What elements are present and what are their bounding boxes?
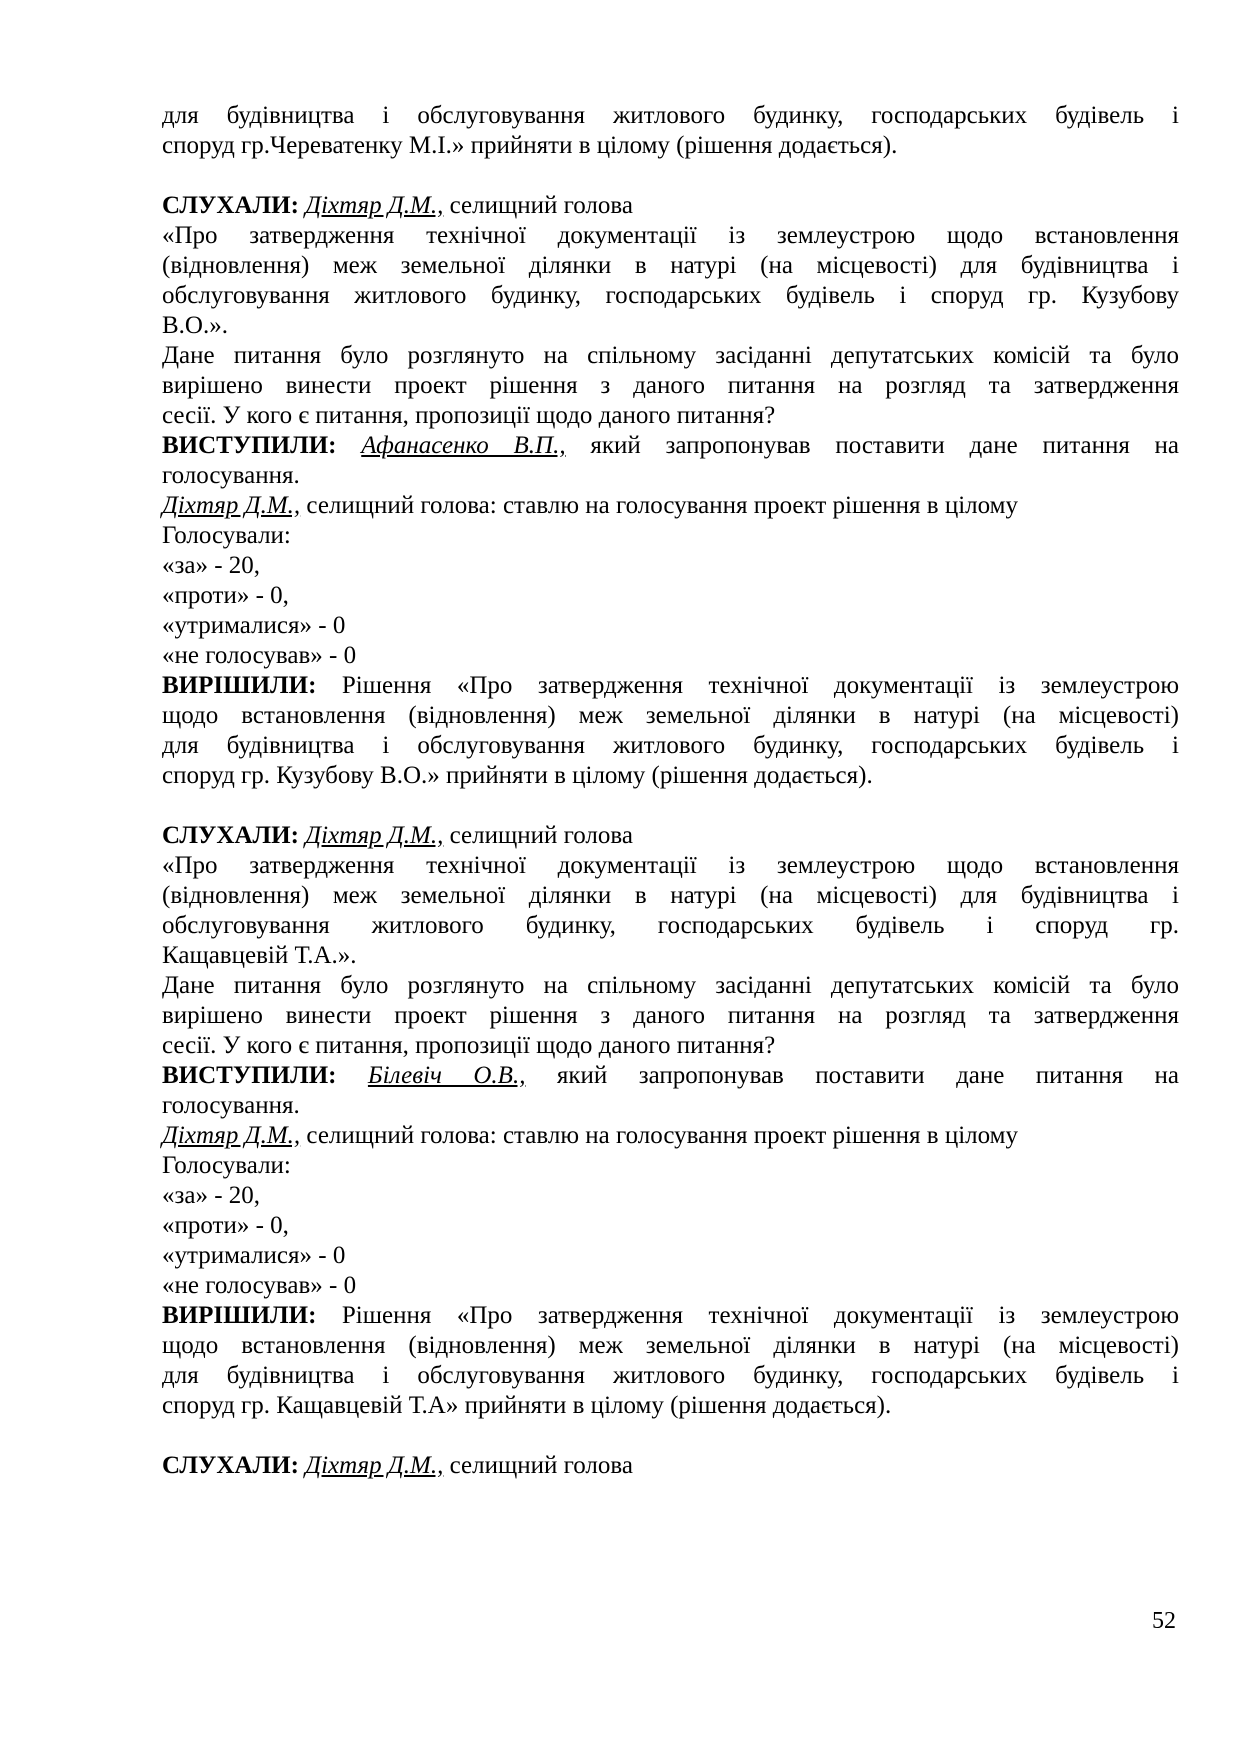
document-body <box>162 101 1179 1481</box>
vote-for: «за» - 20, <box>162 552 261 579</box>
speaker-name: Діхтяр Д.М., <box>305 192 444 219</box>
spoke-text: який запропонував поставити дане питання на <box>590 432 1180 459</box>
question-line: «Про затвердження технічної документації із землеустрою щодо встановлення <box>162 222 1179 249</box>
vote-abstain: «утрималися» - 0 <box>162 612 346 639</box>
decision-line: споруд гр. Кащавцевій Т.А» прийняти в цілому (рішення додається). <box>162 1392 892 1419</box>
question-line: обслуговування житлового будинку, господарських будівель і споруд гр. Кузубову <box>162 282 1179 309</box>
question-line: (відновлення) меж земельної ділянки в натурі (на місцевості) для будівництва і <box>162 882 1179 909</box>
vote-against: «проти» - 0, <box>162 582 289 609</box>
heard-line <box>162 191 1179 221</box>
agenda-item-kuzubov <box>162 191 1179 791</box>
vote-against: «проти» - 0, <box>162 1212 289 1239</box>
head-put-line <box>162 491 1179 521</box>
decision-line <box>162 1301 1179 1331</box>
speaker-name: Діхтяр Д.М., <box>162 492 301 519</box>
decision-line: для будівництва і обслуговування житлового будинку, господарських будівель і <box>162 732 1179 759</box>
page-number: 52 <box>1152 1608 1176 1634</box>
review-line: вирішено винести проект рішення з даного питання на розгляд та затвердження <box>162 372 1179 399</box>
spoke-line: голосування. <box>162 1092 300 1119</box>
decided-label: ВИРІШИЛИ: <box>162 1302 317 1329</box>
speaker-name: Діхтяр Д.М., <box>162 1122 301 1149</box>
decision-text: Рішення «Про затвердження технічної документації із землеустрою <box>341 672 1179 699</box>
decision-text: Рішення «Про затвердження технічної документації із землеустрою <box>341 1302 1179 1329</box>
review-line: сесії. У кого є питання, пропозиції щодо даного питання? <box>162 1032 776 1059</box>
spoke-line: голосування. <box>162 462 300 489</box>
head-put-text: селищний голова: ставлю на голосування проект рішення в цілому <box>306 1122 1018 1149</box>
spoke-line <box>162 431 1179 461</box>
decision-line <box>162 671 1179 701</box>
agenda-item-kashchavtseva <box>162 821 1179 1421</box>
vote-none: «не голосував» - 0 <box>162 642 357 669</box>
heard-label: СЛУХАЛИ: <box>162 192 299 219</box>
spoke-label: ВИСТУПИЛИ: <box>162 432 337 459</box>
head-put-text: селищний голова: ставлю на голосування проект рішення в цілому <box>306 492 1018 519</box>
question-line: обслуговування житлового будинку, господарських будівель і споруд гр. <box>162 912 1179 939</box>
agenda-item-next <box>162 1451 1179 1481</box>
text-line: для будівництва і обслуговування житлового будинку, господарських будівель і <box>162 102 1179 129</box>
voted-label: Голосували: <box>162 1152 291 1179</box>
heard-label: СЛУХАЛИ: <box>162 822 299 849</box>
heard-line <box>162 821 1179 851</box>
speaker-name: Діхтяр Д.М., <box>305 822 444 849</box>
decision-line: для будівництва і обслуговування житлового будинку, господарських будівель і <box>162 1362 1179 1389</box>
speaker-role: селищний голова <box>449 822 633 849</box>
decision-line: щодо встановлення (відновлення) меж земельної ділянки в натурі (на місцевості) <box>162 702 1179 729</box>
question-line: В.О.». <box>162 312 228 339</box>
spoke-text: який запропонував поставити дане питання на <box>556 1062 1180 1089</box>
review-line: Дане питання було розглянуто на спільному засіданні депутатських комісій та було <box>162 972 1179 999</box>
head-put-line <box>162 1121 1179 1151</box>
heard-label: СЛУХАЛИ: <box>162 1452 299 1479</box>
text-line: споруд гр.Череватенку М.І.» прийняти в цілому (рішення додається). <box>162 132 898 159</box>
question-line: Кащавцевій Т.А.». <box>162 942 357 969</box>
vote-for: «за» - 20, <box>162 1182 261 1209</box>
voted-label: Голосували: <box>162 522 291 549</box>
vote-abstain: «утрималися» - 0 <box>162 1242 346 1269</box>
review-line: вирішено винести проект рішення з даного питання на розгляд та затвердження <box>162 1002 1179 1029</box>
speaker-name: Діхтяр Д.М., <box>305 1452 444 1479</box>
vote-none: «не голосував» - 0 <box>162 1272 357 1299</box>
speaker-role: селищний голова <box>449 192 633 219</box>
intro-paragraph <box>162 101 1179 161</box>
question-line: (відновлення) меж земельної ділянки в натурі (на місцевості) для будівництва і <box>162 252 1179 279</box>
decided-label: ВИРІШИЛИ: <box>162 672 317 699</box>
speaker-role: селищний голова <box>449 1452 633 1479</box>
review-line: Дане питання було розглянуто на спільному засіданні депутатських комісій та було <box>162 342 1179 369</box>
speaker-name: Афанасенко В.П., <box>361 432 566 459</box>
review-line: сесії. У кого є питання, пропозиції щодо даного питання? <box>162 402 776 429</box>
speaker-name: Білевіч О.В., <box>367 1062 526 1089</box>
decision-line: щодо встановлення (відновлення) меж земельної ділянки в натурі (на місцевості) <box>162 1332 1179 1359</box>
spoke-line <box>162 1061 1179 1091</box>
spoke-label: ВИСТУПИЛИ: <box>162 1062 337 1089</box>
heard-line <box>162 1451 1179 1481</box>
question-line: «Про затвердження технічної документації із землеустрою щодо встановлення <box>162 852 1179 879</box>
decision-line: споруд гр. Кузубову В.О.» прийняти в цілому (рішення додається). <box>162 762 873 789</box>
